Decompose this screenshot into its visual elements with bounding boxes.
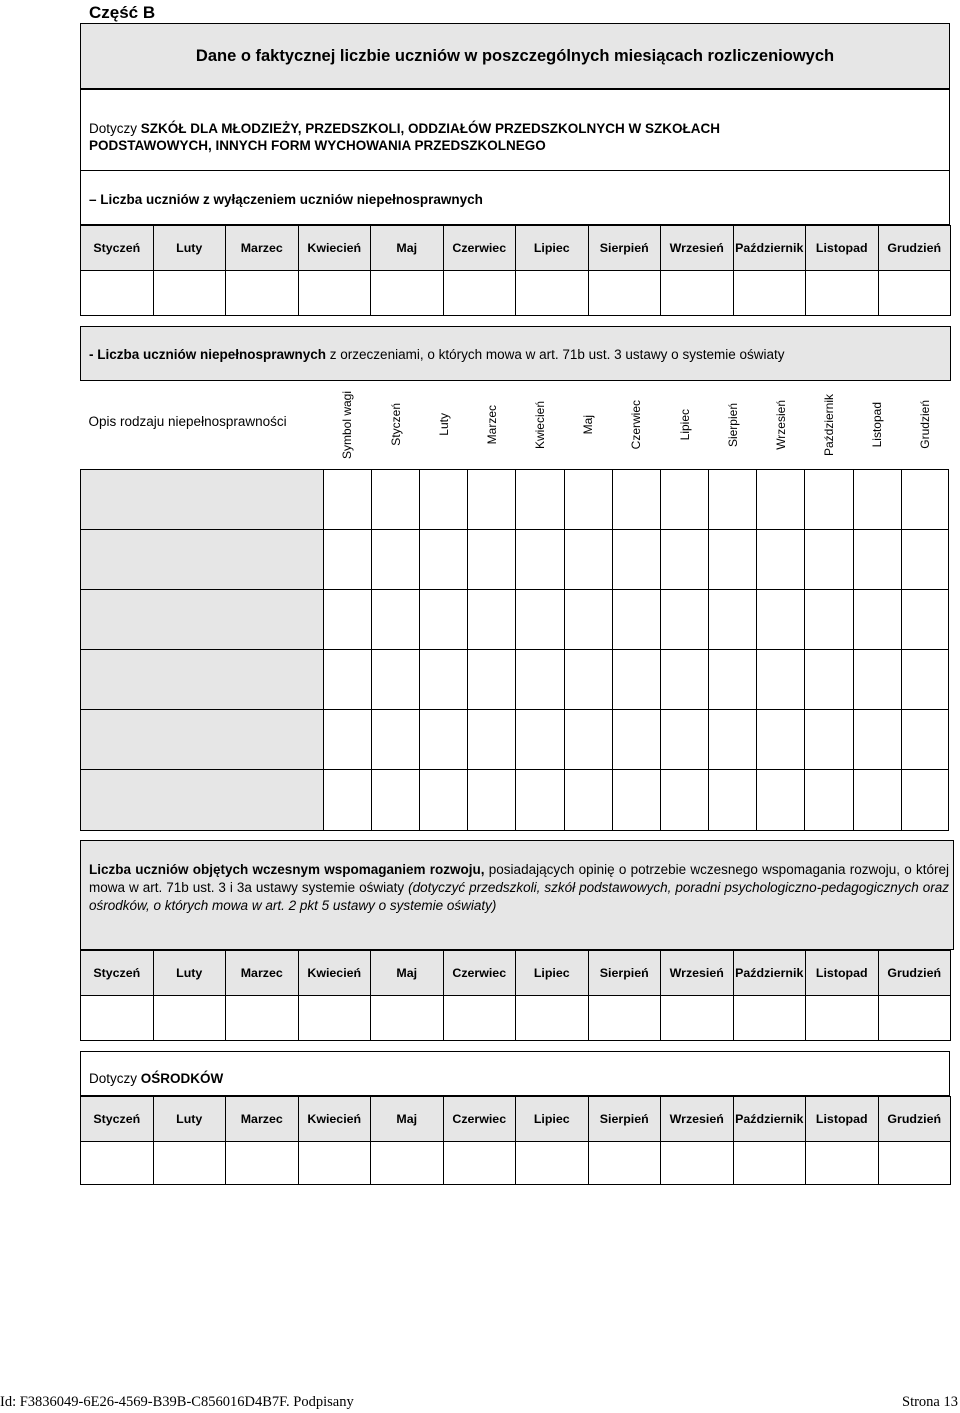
month-header-vertical: Kwiecień <box>533 400 548 449</box>
value-cell[interactable] <box>853 769 901 830</box>
footer-document-id: Id: F3836049-6E26-4569-B39B-C856016D4B7F. Podpisany <box>0 1394 354 1410</box>
value-cell[interactable] <box>709 769 757 830</box>
value-cell[interactable] <box>612 469 660 529</box>
value-cell[interactable] <box>853 469 901 529</box>
value-cell[interactable] <box>901 529 948 589</box>
month-header: Październik <box>733 951 806 996</box>
month-value-cell[interactable] <box>298 996 371 1041</box>
month-value-cell[interactable] <box>443 271 516 316</box>
value-cell[interactable] <box>757 529 805 589</box>
value-cell[interactable] <box>853 649 901 709</box>
value-cell[interactable] <box>468 769 516 830</box>
value-cell[interactable] <box>420 529 468 589</box>
month-header-vertical: Luty <box>436 413 451 437</box>
value-cell[interactable] <box>612 529 660 589</box>
value-cell[interactable] <box>564 649 612 709</box>
value-cell[interactable] <box>564 589 612 649</box>
month-header: Kwiecień <box>298 951 371 996</box>
month-header: Kwiecień <box>298 1097 371 1142</box>
value-cell[interactable] <box>564 529 612 589</box>
month-header: Luty <box>153 1097 226 1142</box>
centers-header <box>80 1051 950 1096</box>
value-cell[interactable] <box>805 769 853 830</box>
value-cell[interactable] <box>660 469 708 529</box>
month-value-cell[interactable] <box>443 1142 516 1185</box>
month-header: Wrzesień <box>661 1097 734 1142</box>
value-cell[interactable] <box>371 769 419 830</box>
centers-scope-text: Dotyczy OŚRODKÓW <box>89 1071 224 1086</box>
month-value-cell[interactable] <box>661 271 734 316</box>
description-cell[interactable] <box>81 769 324 830</box>
value-cell[interactable] <box>660 529 708 589</box>
value-cell[interactable] <box>805 469 853 529</box>
month-value-cell[interactable] <box>588 1142 661 1185</box>
value-cell[interactable] <box>709 709 757 769</box>
month-value-cell[interactable] <box>226 996 299 1041</box>
value-cell[interactable] <box>901 709 948 769</box>
value-cell[interactable] <box>371 589 419 649</box>
month-value-cell[interactable] <box>806 271 879 316</box>
month-value-cell[interactable] <box>733 1142 806 1185</box>
disabled-students-heading: - Liczba uczniów niepełnosprawnych z orzeczeniami, o których mowa w art. 71b ust. 3 ustawy o systemie oświaty <box>89 347 785 362</box>
value-cell[interactable] <box>564 769 612 830</box>
value-cell[interactable] <box>323 649 371 709</box>
month-value-cell[interactable] <box>516 996 589 1041</box>
value-cell[interactable] <box>709 529 757 589</box>
month-header: Luty <box>153 951 226 996</box>
description-cell[interactable] <box>81 469 324 529</box>
value-cell[interactable] <box>709 589 757 649</box>
value-cell[interactable] <box>516 589 564 649</box>
months-table-schools <box>80 225 951 316</box>
month-value-cell[interactable] <box>516 271 589 316</box>
description-cell[interactable] <box>81 529 324 589</box>
month-header: Luty <box>153 226 226 271</box>
value-cell[interactable] <box>420 469 468 529</box>
month-value-cell[interactable] <box>733 271 806 316</box>
value-cell[interactable] <box>805 589 853 649</box>
month-header-vertical: Październik <box>821 393 836 456</box>
value-cell[interactable] <box>853 709 901 769</box>
value-cell[interactable] <box>516 709 564 769</box>
month-header-vertical: Maj <box>581 415 596 435</box>
value-cell[interactable] <box>516 769 564 830</box>
month-value-cell[interactable] <box>153 1142 226 1185</box>
month-header: Marzec <box>226 226 299 271</box>
month-header: Grudzień <box>878 226 951 271</box>
month-value-cell[interactable] <box>878 271 951 316</box>
month-value-cell[interactable] <box>81 996 154 1041</box>
value-cell[interactable] <box>660 649 708 709</box>
value-cell[interactable] <box>468 529 516 589</box>
value-cell[interactable] <box>516 469 564 529</box>
month-value-cell[interactable] <box>588 996 661 1041</box>
value-cell[interactable] <box>660 709 708 769</box>
month-header-vertical: Styczeń <box>388 403 403 447</box>
value-cell[interactable] <box>757 469 805 529</box>
months-table-early-support <box>80 950 951 1041</box>
value-cell[interactable] <box>757 709 805 769</box>
month-header: Sierpień <box>588 1097 661 1142</box>
value-cell[interactable] <box>420 769 468 830</box>
main-heading: Dane o faktycznej liczbie uczniów w poszczególnych miesiącach rozliczeniowych <box>80 23 950 89</box>
month-value-cell[interactable] <box>588 271 661 316</box>
month-value-cell[interactable] <box>516 1142 589 1185</box>
value-cell[interactable] <box>612 649 660 709</box>
month-header: Kwiecień <box>298 226 371 271</box>
month-value-cell[interactable] <box>371 271 444 316</box>
month-header: Maj <box>371 226 444 271</box>
month-value-cell[interactable] <box>661 996 734 1041</box>
month-header: Listopad <box>806 951 879 996</box>
section-schools-header <box>80 89 950 171</box>
month-header: Grudzień <box>878 951 951 996</box>
value-cell[interactable] <box>612 769 660 830</box>
month-value-cell[interactable] <box>81 271 154 316</box>
month-value-cell[interactable] <box>733 996 806 1041</box>
month-header: Marzec <box>226 1097 299 1142</box>
description-cell[interactable] <box>81 649 324 709</box>
early-support-header <box>80 840 954 950</box>
month-header: Grudzień <box>878 1097 951 1142</box>
month-header: Czerwiec <box>443 226 516 271</box>
value-cell[interactable] <box>564 469 612 529</box>
value-cell[interactable] <box>757 649 805 709</box>
month-value-cell[interactable] <box>806 1142 879 1185</box>
value-cell[interactable] <box>420 709 468 769</box>
month-header: Październik <box>733 1097 806 1142</box>
value-cell[interactable] <box>468 709 516 769</box>
value-cell[interactable] <box>901 469 948 529</box>
value-cell[interactable] <box>660 589 708 649</box>
month-header-vertical: Sierpień <box>725 402 740 447</box>
month-header: Czerwiec <box>443 951 516 996</box>
value-cell[interactable] <box>757 769 805 830</box>
month-value-cell[interactable] <box>81 1142 154 1185</box>
month-header-vertical: Czerwiec <box>629 400 644 450</box>
value-cell[interactable] <box>612 709 660 769</box>
value-cell[interactable] <box>709 649 757 709</box>
month-header: Sierpień <box>588 226 661 271</box>
value-cell[interactable] <box>901 769 948 830</box>
value-cell[interactable] <box>323 709 371 769</box>
col-description-header: Opis rodzaju niepełnosprawności <box>88 414 287 429</box>
value-cell[interactable] <box>371 709 419 769</box>
month-value-cell[interactable] <box>661 1142 734 1185</box>
month-value-cell[interactable] <box>371 1142 444 1185</box>
part-title: Część B <box>89 3 156 22</box>
value-cell[interactable] <box>420 589 468 649</box>
value-cell[interactable] <box>612 589 660 649</box>
month-value-cell[interactable] <box>298 1142 371 1185</box>
month-value-cell[interactable] <box>226 1142 299 1185</box>
schools-scope-text: Dotyczy SZKÓŁ DLA MŁODZIEŻY, PRZEDSZKOLI, ODDZIAŁÓW PRZEDSZKOLNYCH W SZKOŁACH PODSTAWOWYCH, INNYCH FORM WYCHOWANIA PRZEDSZKOLNEGO <box>89 121 720 153</box>
month-value-cell[interactable] <box>298 271 371 316</box>
value-cell[interactable] <box>853 589 901 649</box>
month-header: Maj <box>371 951 444 996</box>
month-value-cell[interactable] <box>153 271 226 316</box>
description-cell[interactable] <box>81 709 324 769</box>
month-header: Październik <box>733 226 806 271</box>
month-header-vertical: Wrzesień <box>773 399 788 450</box>
disabled-students-header <box>80 326 951 381</box>
month-value-cell[interactable] <box>443 996 516 1041</box>
value-cell[interactable] <box>323 529 371 589</box>
month-value-cell[interactable] <box>878 996 951 1041</box>
month-header: Lipiec <box>516 1097 589 1142</box>
month-header: Sierpień <box>588 951 661 996</box>
value-cell[interactable] <box>516 529 564 589</box>
month-header: Wrzesień <box>661 226 734 271</box>
value-cell[interactable] <box>805 529 853 589</box>
month-header: Lipiec <box>516 951 589 996</box>
value-cell[interactable] <box>468 469 516 529</box>
month-header: Lipiec <box>516 226 589 271</box>
value-cell[interactable] <box>757 589 805 649</box>
schools-subheading: – Liczba uczniów z wyłączeniem uczniów niepełnosprawnych <box>89 192 483 207</box>
value-cell[interactable] <box>323 469 371 529</box>
value-cell[interactable] <box>323 769 371 830</box>
month-header: Wrzesień <box>661 951 734 996</box>
months-table-centers <box>80 1096 951 1185</box>
month-header: Styczeń <box>81 1097 154 1142</box>
col-symbol-header: Symbol wagi <box>340 390 355 459</box>
value-cell[interactable] <box>468 589 516 649</box>
value-cell[interactable] <box>323 589 371 649</box>
month-header-vertical: Lipiec <box>677 409 692 441</box>
value-cell[interactable] <box>468 649 516 709</box>
value-cell[interactable] <box>901 589 948 649</box>
month-header: Styczeń <box>81 226 154 271</box>
month-header: Listopad <box>806 226 879 271</box>
month-value-cell[interactable] <box>153 996 226 1041</box>
value-cell[interactable] <box>516 649 564 709</box>
month-header: Marzec <box>226 951 299 996</box>
month-value-cell[interactable] <box>878 1142 951 1185</box>
early-support-text: Liczba uczniów objętych wczesnym wspomaganiem rozwoju, posiadających opinię o potrzebie wczesnego wspomagania rozwoju, o której mowa w art. 71b ust. 3 i 3a ustawy systemie oświaty (dotyczyć przedszkoli, szkół podstawowych, poradni psychologiczno-pedagogicznych oraz ośrodków, o których mowa w art. 2 pkt 5 ustawy o systemie oświaty) <box>89 862 950 913</box>
month-header: Czerwiec <box>443 1097 516 1142</box>
month-header-vertical: Listopad <box>870 402 885 448</box>
value-cell[interactable] <box>805 649 853 709</box>
month-header-vertical: Grudzień <box>917 400 932 450</box>
month-header: Listopad <box>806 1097 879 1142</box>
schools-subheading-box <box>80 171 950 225</box>
month-value-cell[interactable] <box>226 271 299 316</box>
value-cell[interactable] <box>660 769 708 830</box>
month-header: Maj <box>371 1097 444 1142</box>
value-cell[interactable] <box>853 529 901 589</box>
value-cell[interactable] <box>805 709 853 769</box>
description-cell[interactable] <box>81 589 324 649</box>
disabled-students-table <box>80 381 949 831</box>
value-cell[interactable] <box>709 469 757 529</box>
footer-page-number: Strona 13 <box>902 1394 958 1410</box>
value-cell[interactable] <box>371 529 419 589</box>
value-cell[interactable] <box>901 649 948 709</box>
month-value-cell[interactable] <box>806 996 879 1041</box>
value-cell[interactable] <box>420 649 468 709</box>
value-cell[interactable] <box>371 469 419 529</box>
month-header-vertical: Marzec <box>484 405 499 445</box>
value-cell[interactable] <box>564 709 612 769</box>
value-cell[interactable] <box>371 649 419 709</box>
month-value-cell[interactable] <box>371 996 444 1041</box>
month-header: Styczeń <box>81 951 154 996</box>
